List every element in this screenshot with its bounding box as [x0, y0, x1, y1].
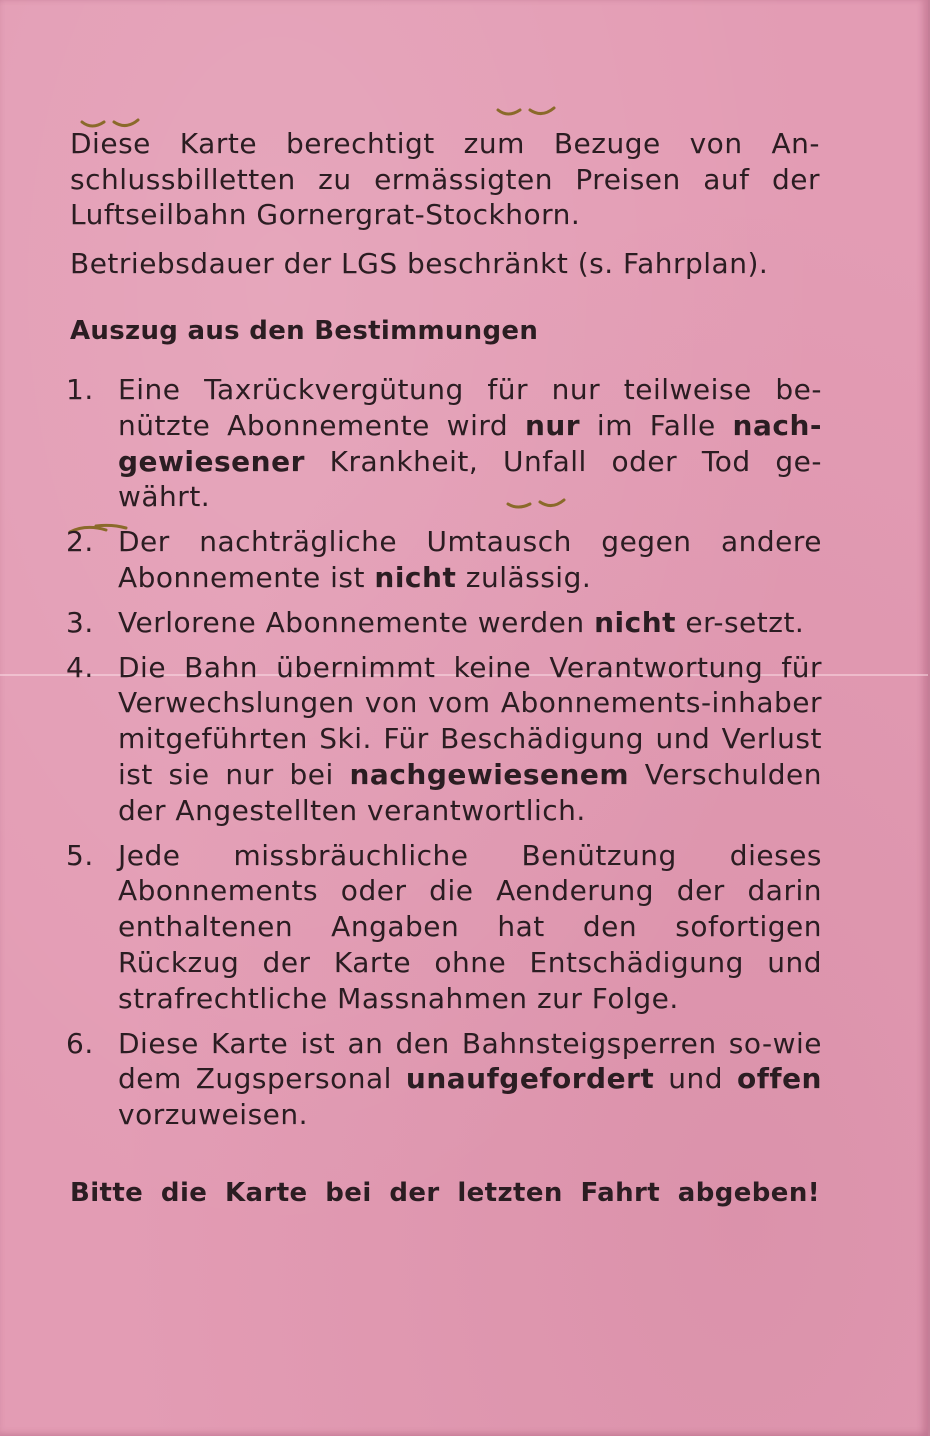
intro-line-1: Diese Karte berechtigt zum Bezuge von An-: [70, 127, 820, 160]
rule-emphasis: nicht: [374, 560, 457, 594]
rule-text: [118, 838, 822, 1017]
rule-text: [118, 1026, 822, 1133]
rule-number: 5.: [66, 838, 94, 872]
operating-period-note: Betriebsdauer der LGS beschränkt (s. Fahrplan).: [70, 247, 769, 280]
rule-number: 1.: [66, 373, 94, 406]
rule-item: [66, 524, 822, 596]
rules-list: [66, 372, 822, 1142]
intro-line-3: Luftseilbahn Gornergrat-Stockhorn.: [70, 198, 581, 231]
rule-text-segment: Verlorene Abonnemente werden: [118, 605, 595, 639]
rule-emphasis: nicht: [594, 605, 677, 639]
rule-number: 3.: [66, 605, 94, 639]
rule-text-segment: im Falle: [580, 408, 733, 442]
rule-item: [66, 650, 822, 829]
rule-item: [66, 372, 822, 515]
rule-number: 4.: [66, 650, 94, 684]
section-heading: Auszug aus den Bestimmungen: [70, 316, 539, 346]
staple-top-right: [494, 104, 560, 120]
rule-emphasis: nur: [524, 408, 581, 442]
rule-text-segment: er-setzt.: [676, 605, 805, 639]
rule-text-segment: Krankheit, Unfall oder Tod ge-währt.: [118, 444, 822, 514]
rule-text-segment: Jede missbräuchliche Benützung dieses Abonnements oder die Aenderung der darin enthaltenen Angaben hat den sofortigen Rückzug der Karte ohne Entschädigung und strafrechtliche Massnahmen zur Folge.: [118, 838, 822, 1015]
rule-text: [118, 372, 822, 515]
rule-text-segment: und: [654, 1062, 737, 1096]
rule-item: [66, 1026, 822, 1133]
rule-emphasis: offen: [736, 1062, 822, 1096]
rule-number: 2.: [66, 525, 94, 559]
intro-line-2: schlussbilletten zu ermässigten Preisen auf der: [70, 162, 820, 196]
rule-item: [66, 605, 822, 641]
rule-text-segment: vorzuweisen.: [118, 1098, 309, 1132]
rule-emphasis: nachgewiesenem: [349, 757, 630, 791]
closing-notice: Bitte die Karte bei der letzten Fahrt abgeben!: [70, 1178, 820, 1208]
rule-item: [66, 838, 822, 1017]
rule-emphasis: unaufgefordert: [405, 1062, 655, 1096]
rule-emphasis: nach-gewiesener: [118, 408, 823, 478]
rule-text: [118, 605, 822, 641]
rule-text-segment: Diese Karte ist an den Bahnsteigsperren so-wie dem Zugspersonal: [118, 1026, 822, 1096]
rule-number: 6.: [66, 1026, 94, 1060]
rule-text: [118, 524, 822, 596]
intro-paragraph: [70, 126, 820, 233]
rule-text-segment: Der nachträgliche Umtausch gegen andere Abonnemente ist: [118, 525, 822, 594]
rule-text-segment: Die Bahn übernimmt keine Verantwortung für Verwechslungen von vom Abonnements-inhaber mitgeführten Ski. Für Beschädigung und Verlust ist sie nur bei: [118, 650, 822, 791]
rule-text-segment: Eine Taxrückvergütung für nur teilweise be-nützte Abonnemente wird: [118, 373, 822, 442]
rule-text: [118, 650, 822, 829]
rule-text-segment: Verschulden der Angestellten verantwortlich.: [118, 757, 823, 827]
rule-text-segment: zulässig.: [456, 560, 592, 594]
